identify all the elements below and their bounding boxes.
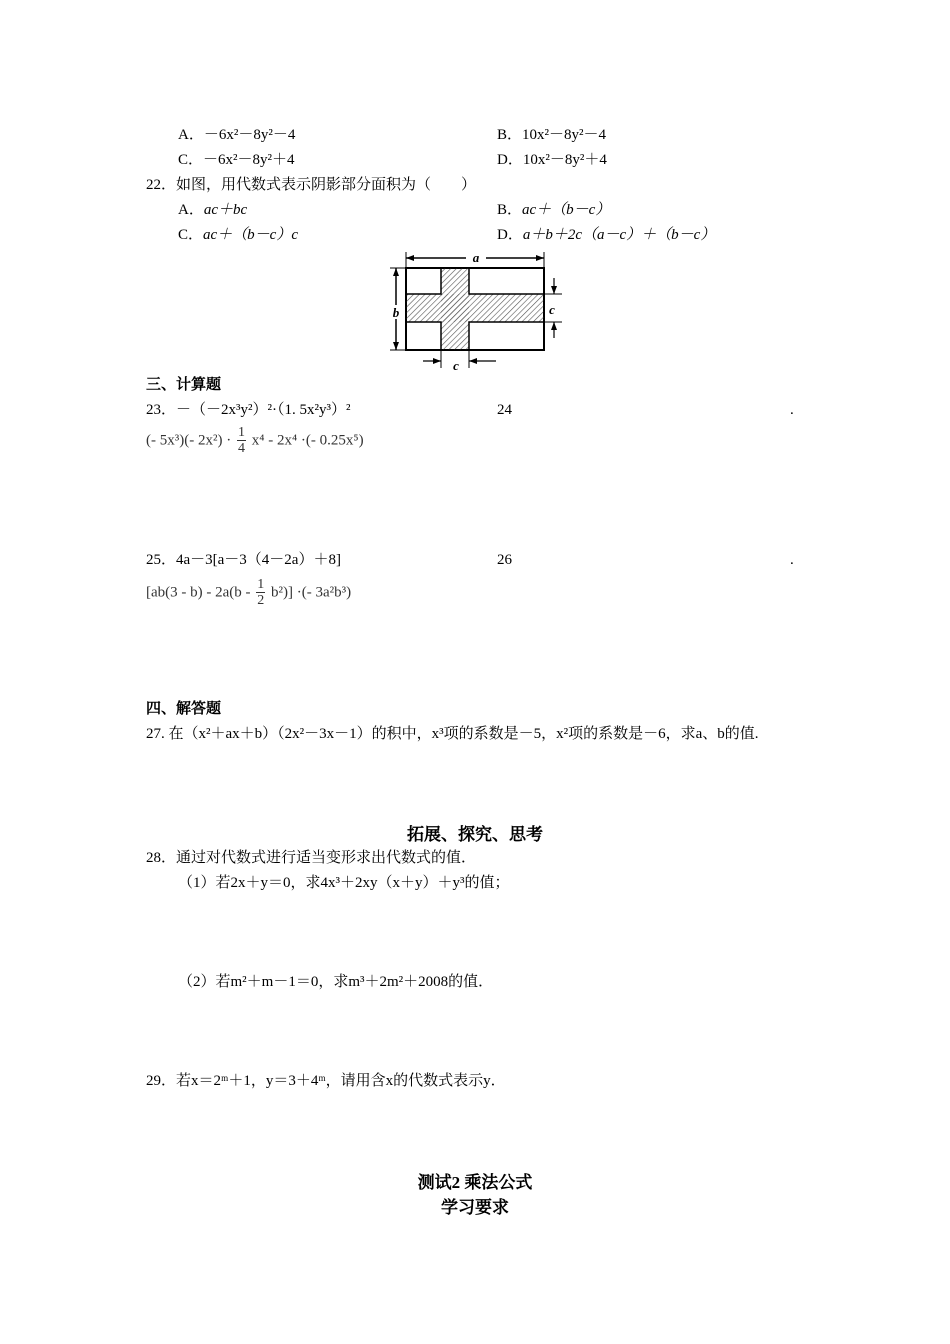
q24-frac-num: 1 — [237, 425, 245, 440]
q24-dot: . — [790, 402, 794, 418]
cross-area-figure — [386, 248, 566, 373]
q21-option-c-text: －6x²－8y²＋4 — [203, 152, 295, 168]
q26-number: 26 — [497, 552, 512, 568]
q21-option-d-text: 10x²－8y²＋4 — [522, 152, 607, 168]
q28-part-2: （2）若m²＋m－1＝0，求m³＋2m²＋2008的值． — [178, 974, 494, 990]
q23-text: 23．－（－2x³y²）²·（1. 5x²y³）² — [146, 402, 351, 418]
q28-stem: 28．通过对代数式进行适当变形求出代数式的值． — [146, 850, 477, 866]
q21-option-a-text: －6x²－8y²－4 — [203, 127, 296, 143]
q21-option-a: A．－6x²－8y²－4 — [178, 127, 296, 143]
q28-part-1: （1）若2x＋y＝0，求4x³＋2xy（x＋y）＋y³的值； — [178, 875, 510, 891]
q22-option-d-text: a＋b＋2c（a－c）＋（b－c） — [522, 227, 716, 243]
q22-option-c: C．ac＋（b－c）c — [178, 227, 298, 243]
q22-stem: 22．如图，用代数式表示阴影部分面积为（ ） — [146, 177, 477, 193]
section-4-title: 四、解答题 — [146, 701, 222, 717]
shaded-vertical-bar — [441, 268, 469, 350]
q25-text: 25．4a－3[a－3（4－2a）＋8] — [146, 552, 341, 568]
label-a: a — [472, 250, 480, 265]
q22-option-a-text: ac＋bc — [203, 202, 248, 218]
q24-expr-right: x⁴ - 2x⁴ ·(- 0.25x⁵) — [251, 432, 364, 449]
q22-option-b: B．ac＋（b－c） — [497, 202, 611, 218]
q26-frac-num: 1 — [257, 577, 265, 592]
q26-expression — [146, 578, 351, 608]
q22-option-c-text: ac＋（b－c）c — [203, 227, 298, 243]
q26-fraction — [256, 578, 265, 608]
q21-option-c: C．－6x²－8y²＋4 — [178, 152, 295, 168]
q29-text: 29．若x＝2ᵐ＋1，y＝3＋4ᵐ，请用含x的代数式表示y． — [146, 1073, 506, 1089]
extension-title: 拓展、探究、思考 — [407, 825, 543, 844]
q22-option-b-text: ac＋（b－c） — [522, 202, 611, 218]
q26-dot: . — [790, 552, 794, 568]
q24-expr-left: (- 5x³)(- 2x²) · — [146, 432, 232, 449]
q24-fraction — [237, 426, 246, 456]
label-b: b — [392, 305, 400, 320]
shaded-horizontal-bar — [406, 294, 544, 322]
test-2-title: 测试2 乘法公式 — [417, 1173, 533, 1192]
q24-frac-den: 4 — [237, 441, 245, 456]
q24-expression — [146, 426, 364, 456]
q26-frac-den: 2 — [257, 593, 265, 608]
q21-option-d: D．10x²－8y²＋4 — [497, 152, 607, 168]
q26-expr-right: b²)] ·(- 3a²b³) — [271, 584, 352, 601]
q22-option-d: D．a＋b＋2c（a－c）＋（b－c） — [497, 227, 716, 243]
label-c-right: c — [549, 302, 555, 317]
q26-expr-left: [ab(3 - b) - 2a(b - — [146, 584, 251, 601]
q24-number: 24 — [497, 402, 512, 418]
section-3-title: 三、计算题 — [146, 377, 222, 393]
q21-option-b: B．10x²－8y²－4 — [497, 127, 607, 143]
q27-text: 27. 在（x²＋ax＋b）（2x²－3x－1）的积中，x³项的系数是－5，x²项的系数是－6，求a、b的值. — [146, 726, 759, 742]
learning-requirements-title: 学习要求 — [441, 1198, 509, 1217]
q21-option-b-text: 10x²－8y²－4 — [522, 127, 607, 143]
label-c-bottom: c — [453, 358, 459, 373]
q22-option-a: A．ac＋bc — [178, 202, 248, 218]
